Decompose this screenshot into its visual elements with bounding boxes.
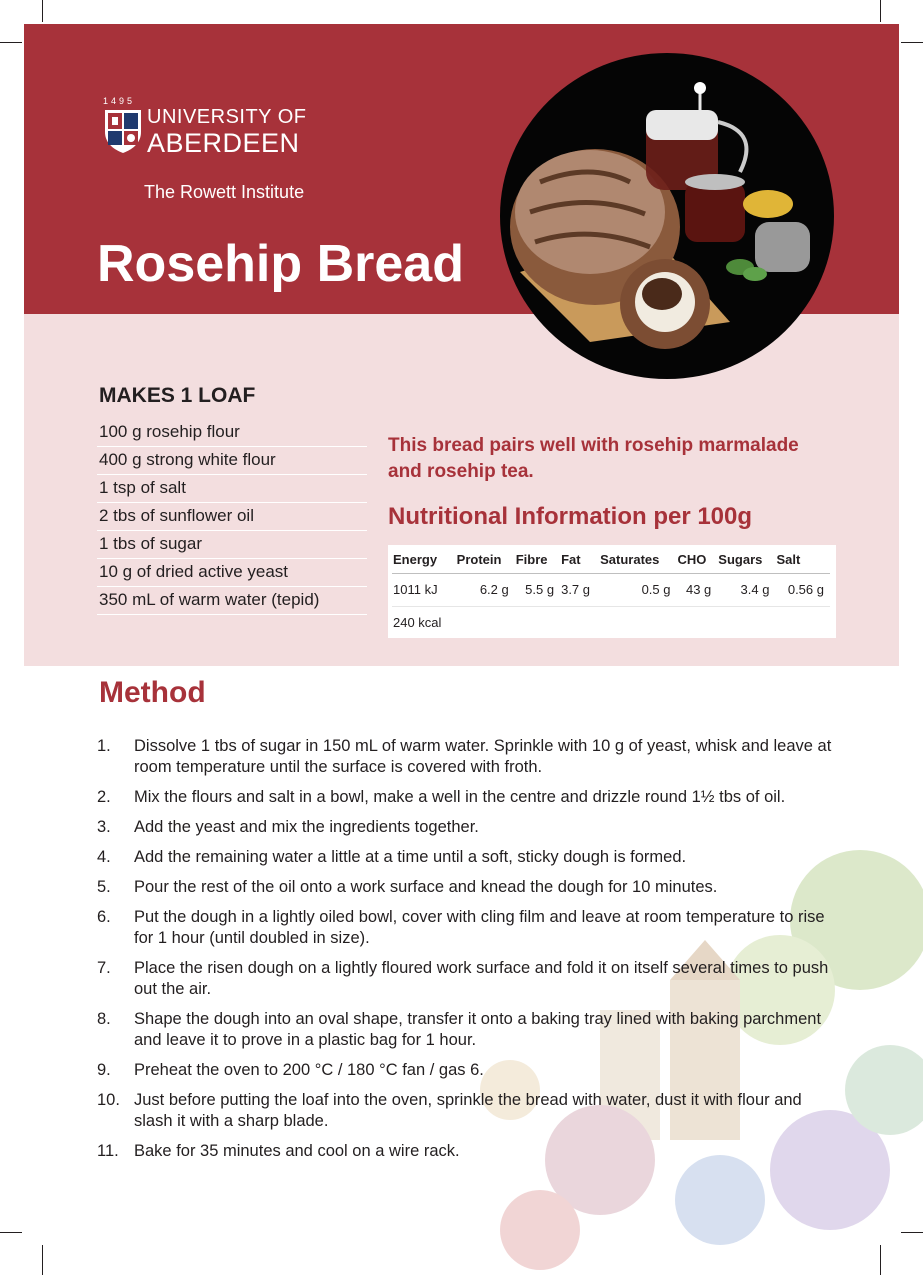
nutrition-cell: 5.5 g xyxy=(515,573,560,606)
step-number: 8. xyxy=(97,1010,111,1028)
recipe-photo xyxy=(500,52,835,380)
nutrition-cell: 3.4 g xyxy=(717,573,775,606)
ingredient-item: 350 mL of warm water (tepid) xyxy=(97,587,367,615)
nutrition-header: Saturates xyxy=(599,547,676,573)
ingredient-item: 10 g of dried active yeast xyxy=(97,559,367,587)
university-name-line1: UNIVERSITY OF xyxy=(147,106,307,128)
method-step xyxy=(97,736,837,778)
nutrition-cell: 0.56 g xyxy=(775,573,830,606)
step-number: 5. xyxy=(97,878,111,896)
method-step xyxy=(97,958,837,1000)
nutrition-cell: 43 g xyxy=(676,573,717,606)
step-text: Place the risen dough on a lightly floured work surface and fold it on itself several times to push out the air. xyxy=(134,959,829,998)
nutrition-cell: 6.2 g xyxy=(456,573,515,606)
step-number: 3. xyxy=(97,818,111,836)
nutrition-header: CHO xyxy=(676,547,717,573)
crop-mark xyxy=(0,1232,22,1233)
step-number: 10. xyxy=(97,1091,120,1109)
crop-mark xyxy=(901,42,923,43)
ingredient-item: 1 tsp of salt xyxy=(97,475,367,503)
crest-icon xyxy=(103,108,143,154)
method-step xyxy=(97,877,837,898)
crop-mark xyxy=(42,0,43,22)
makes-heading: MAKES 1 LOAF xyxy=(99,384,256,407)
nutrition-header: Fibre xyxy=(515,547,560,573)
pairing-note: This bread pairs well with rosehip marmalade and rosehip tea. xyxy=(388,435,799,482)
nutrition-title: Nutritional Information per 100g xyxy=(388,503,753,530)
institute-name: The Rowett Institute xyxy=(144,182,305,202)
step-text: Preheat the oven to 200 °C / 180 °C fan / gas 6. xyxy=(134,1061,484,1079)
crop-mark xyxy=(880,0,881,22)
step-text: Pour the rest of the oil onto a work surface and knead the dough for 10 minutes. xyxy=(134,878,718,896)
ingredient-list xyxy=(97,419,367,615)
method-step xyxy=(97,1060,837,1081)
step-number: 4. xyxy=(97,848,111,866)
method-step xyxy=(97,907,837,949)
step-text: Mix the flours and salt in a bowl, make a well in the centre and drizzle round 1½ tbs of oil. xyxy=(134,788,786,806)
nutrition-cell: 3.7 g xyxy=(560,573,599,606)
step-number: 9. xyxy=(97,1061,111,1079)
crop-mark xyxy=(42,1245,43,1275)
recipe-title: Rosehip Bread xyxy=(97,235,464,293)
method-step xyxy=(97,787,837,808)
step-text: Add the yeast and mix the ingredients together. xyxy=(134,818,479,836)
method-step xyxy=(97,817,837,838)
nutrition-cell: 1011 kJ xyxy=(392,573,456,606)
step-text: Bake for 35 minutes and cool on a wire rack. xyxy=(134,1142,460,1160)
university-name-line2: ABERDEEN xyxy=(147,128,300,158)
method-steps xyxy=(97,736,837,1171)
nutrition-cell: 0.5 g xyxy=(599,573,676,606)
step-number: 11. xyxy=(97,1142,119,1160)
nutrition-row xyxy=(392,606,830,639)
method-step xyxy=(97,1090,837,1132)
step-text: Dissolve 1 tbs of sugar in 150 mL of warm water. Sprinkle with 10 g of yeast, whisk and leave at room temperature until the surface is covered with froth. xyxy=(134,737,832,776)
nutrition-table xyxy=(388,545,836,638)
ingredient-item: 2 tbs of sunflower oil xyxy=(97,503,367,531)
method-step xyxy=(97,847,837,868)
step-number: 6. xyxy=(97,908,111,926)
nutrition-header: Salt xyxy=(775,547,830,573)
nutrition-header: Fat xyxy=(560,547,599,573)
method-heading: Method xyxy=(99,676,206,709)
method-step xyxy=(97,1009,837,1051)
step-text: Put the dough in a lightly oiled bowl, cover with cling film and leave at room temperature to rise for 1 hour (until doubled in size). xyxy=(134,908,825,947)
ingredient-item: 1 tbs of sugar xyxy=(97,531,367,559)
nutrition-header: Energy xyxy=(392,547,456,573)
step-number: 1. xyxy=(97,737,111,755)
nutrition-header-row xyxy=(392,547,830,573)
nutrition-header: Protein xyxy=(456,547,515,573)
university-logo xyxy=(103,96,343,206)
step-text: Shape the dough into an oval shape, transfer it onto a baking tray lined with baking parchment and leave it to prove in a plastic bag for 1 hour. xyxy=(134,1010,822,1049)
crop-mark xyxy=(0,42,22,43)
step-number: 7. xyxy=(97,959,111,977)
step-text: Add the remaining water a little at a time until a soft, sticky dough is formed. xyxy=(134,848,687,866)
ingredient-item: 100 g rosehip flour xyxy=(97,419,367,447)
nutrition-row xyxy=(392,573,830,606)
method-step xyxy=(97,1141,837,1162)
ingredient-item: 400 g strong white flour xyxy=(97,447,367,475)
nutrition-header: Sugars xyxy=(717,547,775,573)
founding-year: 1495 xyxy=(103,96,136,106)
nutrition-cell: 240 kcal xyxy=(393,615,442,631)
step-number: 2. xyxy=(97,788,111,806)
step-text: Just before putting the loaf into the oven, sprinkle the bread with water, dust it with flour and slash it with a sharp blade. xyxy=(134,1091,802,1130)
